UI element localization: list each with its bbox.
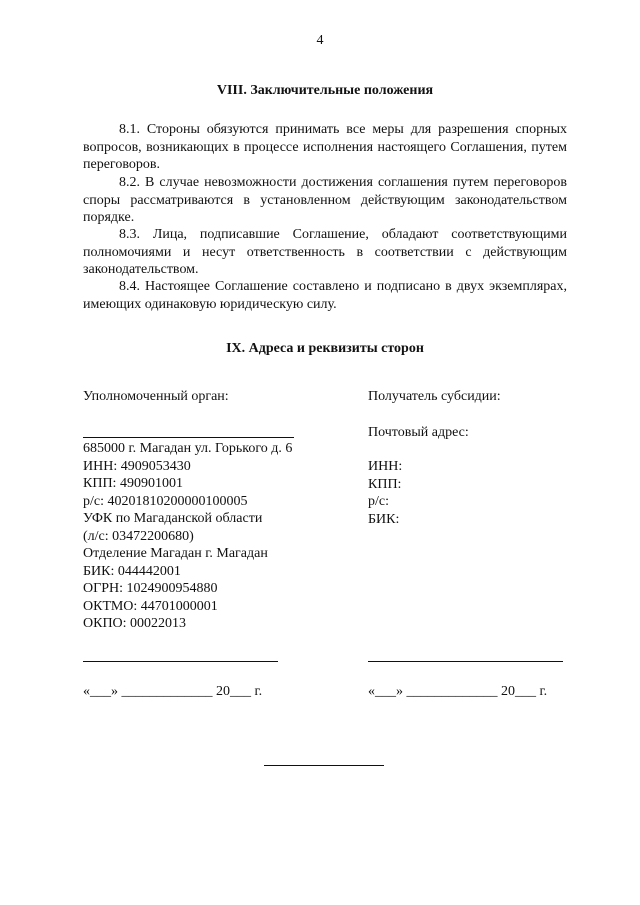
paragraph-8-3: 8.3. Лица, подписавшие Соглашение, обладают соответствующими полномочиями и несут ответственность в соответствии с действующим законодательством. bbox=[83, 227, 567, 277]
recipient-postal-address: Почтовый адрес: bbox=[368, 425, 469, 440]
paragraph-8-4: 8.4. Настоящее Соглашение составлено и подписано в двух экземплярах, имеющих одинаковую юридическую силу. bbox=[83, 279, 567, 312]
recipient-inn: ИНН: bbox=[368, 459, 403, 474]
section-9-title: IX. Адреса и реквизиты сторон bbox=[226, 341, 424, 356]
end-divider bbox=[264, 765, 384, 766]
authority-ogrn: ОГРН: 1024900954880 bbox=[83, 581, 218, 596]
recipient-bik: БИК: bbox=[368, 511, 400, 527]
section-8-title: VIII. Заключительные положения bbox=[216, 83, 434, 98]
authority-address: 685000 г. Магадан ул. Горького д. 6 bbox=[83, 441, 293, 456]
authority-okpo: ОКПО: 00022013 bbox=[83, 616, 187, 631]
authority-treasury: УФК по Магаданской области bbox=[83, 511, 263, 526]
authority-details bbox=[83, 440, 292, 633]
recipient-account: р/с: bbox=[368, 494, 389, 509]
recipient-kpp: КПП: bbox=[368, 476, 402, 492]
recipient-sign-line bbox=[368, 661, 563, 662]
authority-inn: ИНН: 4909053430 bbox=[83, 458, 191, 474]
authority-signature-line bbox=[83, 437, 294, 438]
recipient-date: «___» _____________ 20___ г. bbox=[368, 684, 548, 699]
authority-bik: БИК: 044442001 bbox=[83, 563, 181, 579]
authority-oktmo: ОКТМО: 44701000001 bbox=[83, 598, 218, 614]
authority-bank: Отделение Магадан г. Магадан bbox=[83, 546, 268, 561]
page-number: 4 bbox=[316, 33, 324, 48]
paragraph-8-1: 8.1. Стороны обязуются принимать все меры для разрешения спорных вопросов, возникающих в процессе исполнения настоящего Соглашения, путем переговоров. bbox=[83, 122, 567, 172]
recipient-header: Получатель субсидии: bbox=[368, 389, 501, 404]
paragraph-8-2: 8.2. В случае невозможности достижения соглашения путем переговоров споры рассматриваются в установленном действующим законодательством порядке. bbox=[83, 175, 567, 225]
authority-header: Уполномоченный орган: bbox=[83, 389, 229, 404]
authority-account: р/с: 40201810200000100005 bbox=[83, 493, 248, 509]
authority-personal-account: (л/с: 03472200680) bbox=[83, 528, 194, 544]
authority-kpp: КПП: 490901001 bbox=[83, 476, 183, 491]
recipient-details bbox=[368, 458, 402, 528]
authority-date: «___» _____________ 20___ г. bbox=[83, 684, 263, 699]
authority-sign-line bbox=[83, 661, 278, 662]
